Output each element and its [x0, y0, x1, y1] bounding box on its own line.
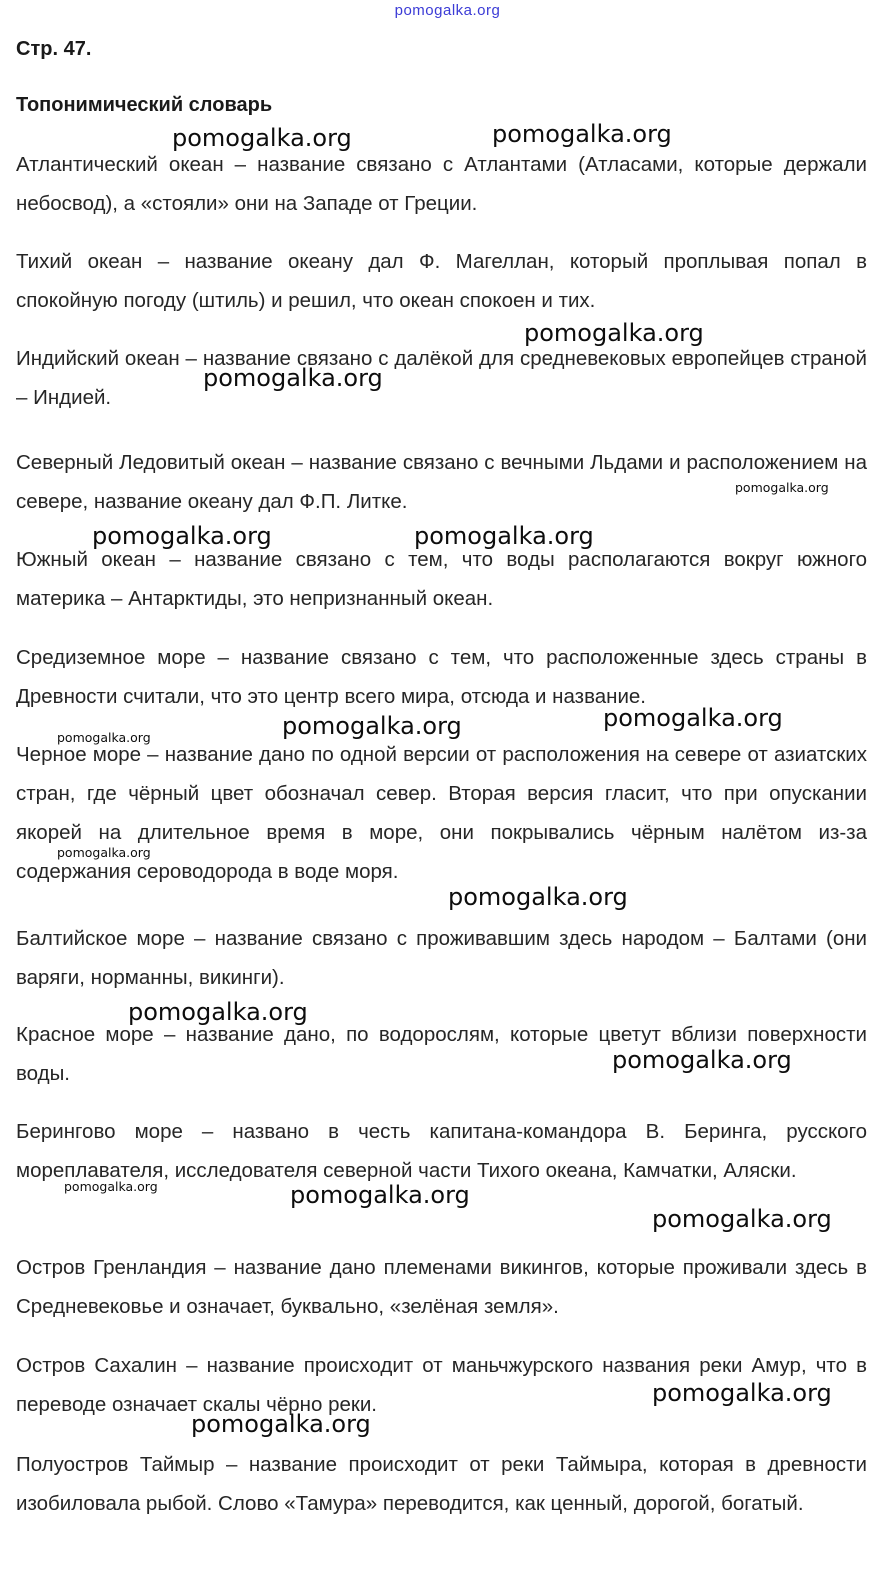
entry-taimyr: Полуостров Таймыр – название происходит от реки Таймыра, которая в древности изобиловала рыбой. Слово «Тамура» переводится, как ценный, дорогой, богатый. — [16, 1453, 867, 1515]
watermark: pomogalka.org — [57, 845, 151, 860]
entry-black-sea: Черное море – название дано по одной версии от расположения на севере от азиатских стран, где чёрный цвет обозначал север. Вторая версия гласит, что при опускании якорей на длительное время в море, они покрывались чёрным налётом из-за содержания сероводорода в воде моря. — [16, 743, 867, 883]
watermark: pomogalka.org — [128, 998, 308, 1026]
watermark: pomogalka.org — [92, 522, 272, 550]
entry-greenland: Остров Гренландия – название дано племенами викингов, которые проживали здесь в Средневековье и означает, буквально, «зелёная земля». — [16, 1256, 867, 1318]
watermark: pomogalka.org — [203, 364, 383, 392]
watermark: pomogalka.org — [652, 1379, 832, 1407]
watermark: pomogalka.org — [612, 1046, 792, 1074]
entry-mediterranean-sea: Средиземное море – название связано с тем, что расположенные здесь страны в Древности считали, что это центр всего мира, отсюда и название. — [16, 646, 867, 708]
entry-baltic-sea: Балтийское море – название связано с проживавшим здесь народом – Балтами (они варяги, норманны, викинги). — [16, 927, 867, 989]
entry-indian-ocean: Индийский океан – название связано с далёкой для средневековых европейцев страной – Индией. — [16, 347, 867, 409]
watermark: pomogalka.org — [191, 1410, 371, 1438]
watermark: pomogalka.org — [735, 480, 829, 495]
entry-atlantic-ocean: Атлантический океан – название связано с Атлантами (Атласами, которые держали небосвод), а «стояли» они на Западе от Греции. — [16, 153, 867, 215]
watermark: pomogalka.org — [64, 1179, 158, 1194]
watermark: pomogalka.org — [172, 124, 352, 152]
watermark: pomogalka.org — [603, 704, 783, 732]
entry-southern-ocean: Южный океан – название связано с тем, что воды располагаются вокруг южного материка – Антарктиды, это непризнанный океан. — [16, 548, 867, 610]
watermark: pomogalka.org — [290, 1181, 470, 1209]
watermark: pomogalka.org — [414, 522, 594, 550]
dictionary-title: Топонимический словарь — [16, 94, 273, 116]
watermark: pomogalka.org — [448, 883, 628, 911]
watermark: pomogalka.org — [492, 120, 672, 148]
entry-sakhalin: Остров Сахалин – название происходит от маньчжурского названия реки Амур, что в переводе означает скалы чёрно реки. — [16, 1354, 867, 1416]
page-number: Стр. 47. — [16, 38, 92, 60]
watermark: pomogalka.org — [524, 319, 704, 347]
watermark: pomogalka.org — [57, 730, 151, 745]
entry-red-sea: Красное море – название дано, по водорослям, которые цветут вблизи поверхности воды. — [16, 1023, 867, 1085]
watermark: pomogalka.org — [652, 1205, 832, 1233]
site-header: pomogalka.org — [394, 2, 501, 19]
watermark: pomogalka.org — [282, 712, 462, 740]
entry-arctic-ocean: Северный Ледовитый океан – название связано с вечными Льдами и расположением на севере, название океану дал Ф.П. Литке. — [16, 451, 867, 513]
entry-pacific-ocean: Тихий океан – название океану дал Ф. Магеллан, который проплывая попал в спокойную погоду (штиль) и решил, что океан спокоен и тих. — [16, 250, 867, 312]
entry-bering-sea: Берингово море – названо в честь капитана-командора В. Беринга, русского мореплавателя, исследователя северной части Тихого океана, Камчатки, Аляски. — [16, 1120, 867, 1182]
